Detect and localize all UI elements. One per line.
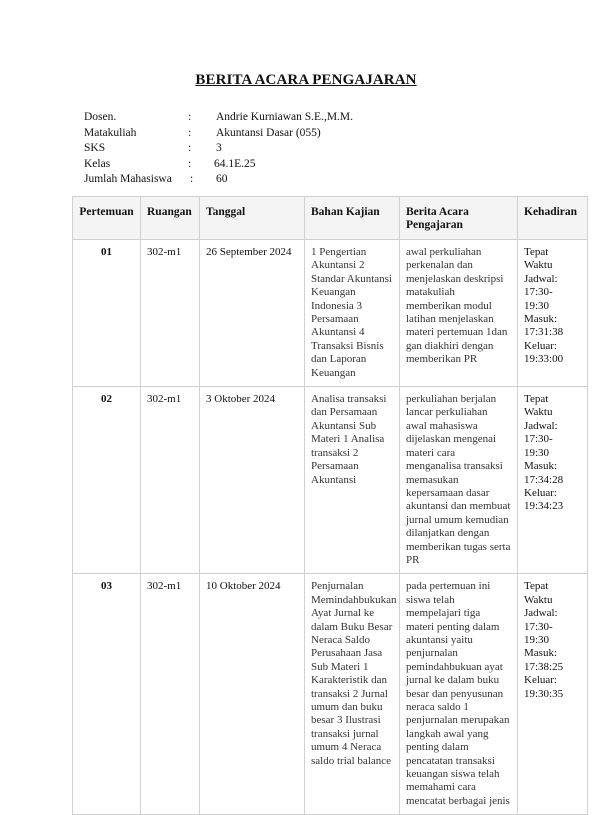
header-kehadiran: Kehadiran xyxy=(518,197,588,240)
cell-kehadiran: Tepat Waktu Jadwal: 17:30- 19:30 Masuk: 17:34:28 Keluar: 19:34:23 xyxy=(518,387,588,574)
cell-kehadiran: Tepat Waktu Jadwal: 17:30- 19:30 Masuk: 17:38:25 Keluar: 19:30:35 xyxy=(518,574,588,815)
table-row xyxy=(73,387,588,574)
header-ruangan: Ruangan xyxy=(141,197,200,240)
document-title: BERITA ACARA PENGAJARAN xyxy=(195,72,417,88)
header-berita-acara: Berita Acara Pengajaran xyxy=(400,197,518,240)
info-value: 3 xyxy=(216,142,222,154)
cell-berita-acara: pada pertemuan ini siswa telah mempelajari tiga materi penting dalam akuntansi yaitu penjurnalan pemindahbukuan ayat jurnal ke dalam buku besar dan penyusunan neraca saldo 1 penjurnalan merupakan langkah awal yang penting dalam pencatatan transaksi keuangan siswa telah memahami cara mencatat berbagai jenis xyxy=(400,574,518,815)
info-colon: : xyxy=(188,142,192,154)
cell-ruangan: 302-m1 xyxy=(141,240,200,387)
cell-kehadiran: Tepat Waktu Jadwal: 17:30- 19:30 Masuk: 17:31:38 Keluar: 19:33:00 xyxy=(518,240,588,387)
info-label: SKS xyxy=(84,142,106,154)
cell-ruangan: 302-m1 xyxy=(141,387,200,574)
teaching-record-table xyxy=(72,196,588,815)
cell-pertemuan: 01 xyxy=(73,240,141,387)
cell-bahan-kajian: Penjurnalan Memindahbukukan Ayat Jurnal ke dalam Buku Besar Neraca Saldo Perusahaan Jasa Sub Materi 1 Karakteristik dan transaksi 2 Jurnal umum dan buku besar 3 Ilustrasi transaksi jurnal umum 4 Neraca saldo trial balance xyxy=(305,574,400,815)
cell-berita-acara: perkuliahan berjalan lancar perkuliahan awal mahasiswa dijelaskan mengenai materi cara menganalisa transaksi memasukan kepersamaan dasar akuntansi dan membuat jurnal umum kemudian dilanjatkan dengan memberikan tugas serta PR xyxy=(400,387,518,574)
info-value: Akuntansi Dasar (055) xyxy=(216,126,321,139)
info-colon: : xyxy=(188,126,192,139)
cell-tanggal: 3 Oktober 2024 xyxy=(200,387,305,574)
info-label: Jumlah Mahasiswa xyxy=(84,173,172,185)
table-header-row xyxy=(73,197,588,240)
info-colon: : xyxy=(188,111,192,123)
cell-bahan-kajian: Analisa transaksi dan Persamaan Akuntansi Sub Materi 1 Analisa transaksi 2 Persamaan Akuntansi xyxy=(305,387,400,574)
cell-pertemuan: 02 xyxy=(73,387,141,574)
cell-bahan-kajian: 1 Pengertian Akuntansi 2 Standar Akuntansi Keuangan Indonesia 3 Persamaan Akuntansi 4 Transaksi Bisnis dan Laporan Keuangan xyxy=(305,240,400,387)
info-label: Dosen. xyxy=(84,111,117,123)
cell-ruangan: 302-m1 xyxy=(141,574,200,815)
header-tanggal: Tanggal xyxy=(200,197,305,240)
info-colon: : xyxy=(188,157,192,170)
info-value: 60 xyxy=(216,173,228,185)
header-bahan-kajian: Bahan Kajian xyxy=(305,197,400,240)
table-row xyxy=(73,574,588,815)
info-value: Andrie Kurniawan S.E.,M.M. xyxy=(216,111,354,123)
header-pertemuan: Pertemuan xyxy=(73,197,141,240)
cell-pertemuan: 03 xyxy=(73,574,141,815)
info-label: Matakuliah xyxy=(84,126,137,139)
info-value: 64.1E.25 xyxy=(214,157,256,170)
cell-berita-acara: awal perkuliahan perkenalan dan menjelaskan deskripsi matakuliah memberikan modul latihan menjelaskan materi pertemuan 1dan gan diakhiri dengan memberikan PR xyxy=(400,240,518,387)
cell-tanggal: 10 Oktober 2024 xyxy=(200,574,305,815)
info-colon: : xyxy=(190,173,194,185)
cell-tanggal: 26 September 2024 xyxy=(200,240,305,387)
table-row xyxy=(73,240,588,387)
info-label: Kelas xyxy=(84,157,111,170)
